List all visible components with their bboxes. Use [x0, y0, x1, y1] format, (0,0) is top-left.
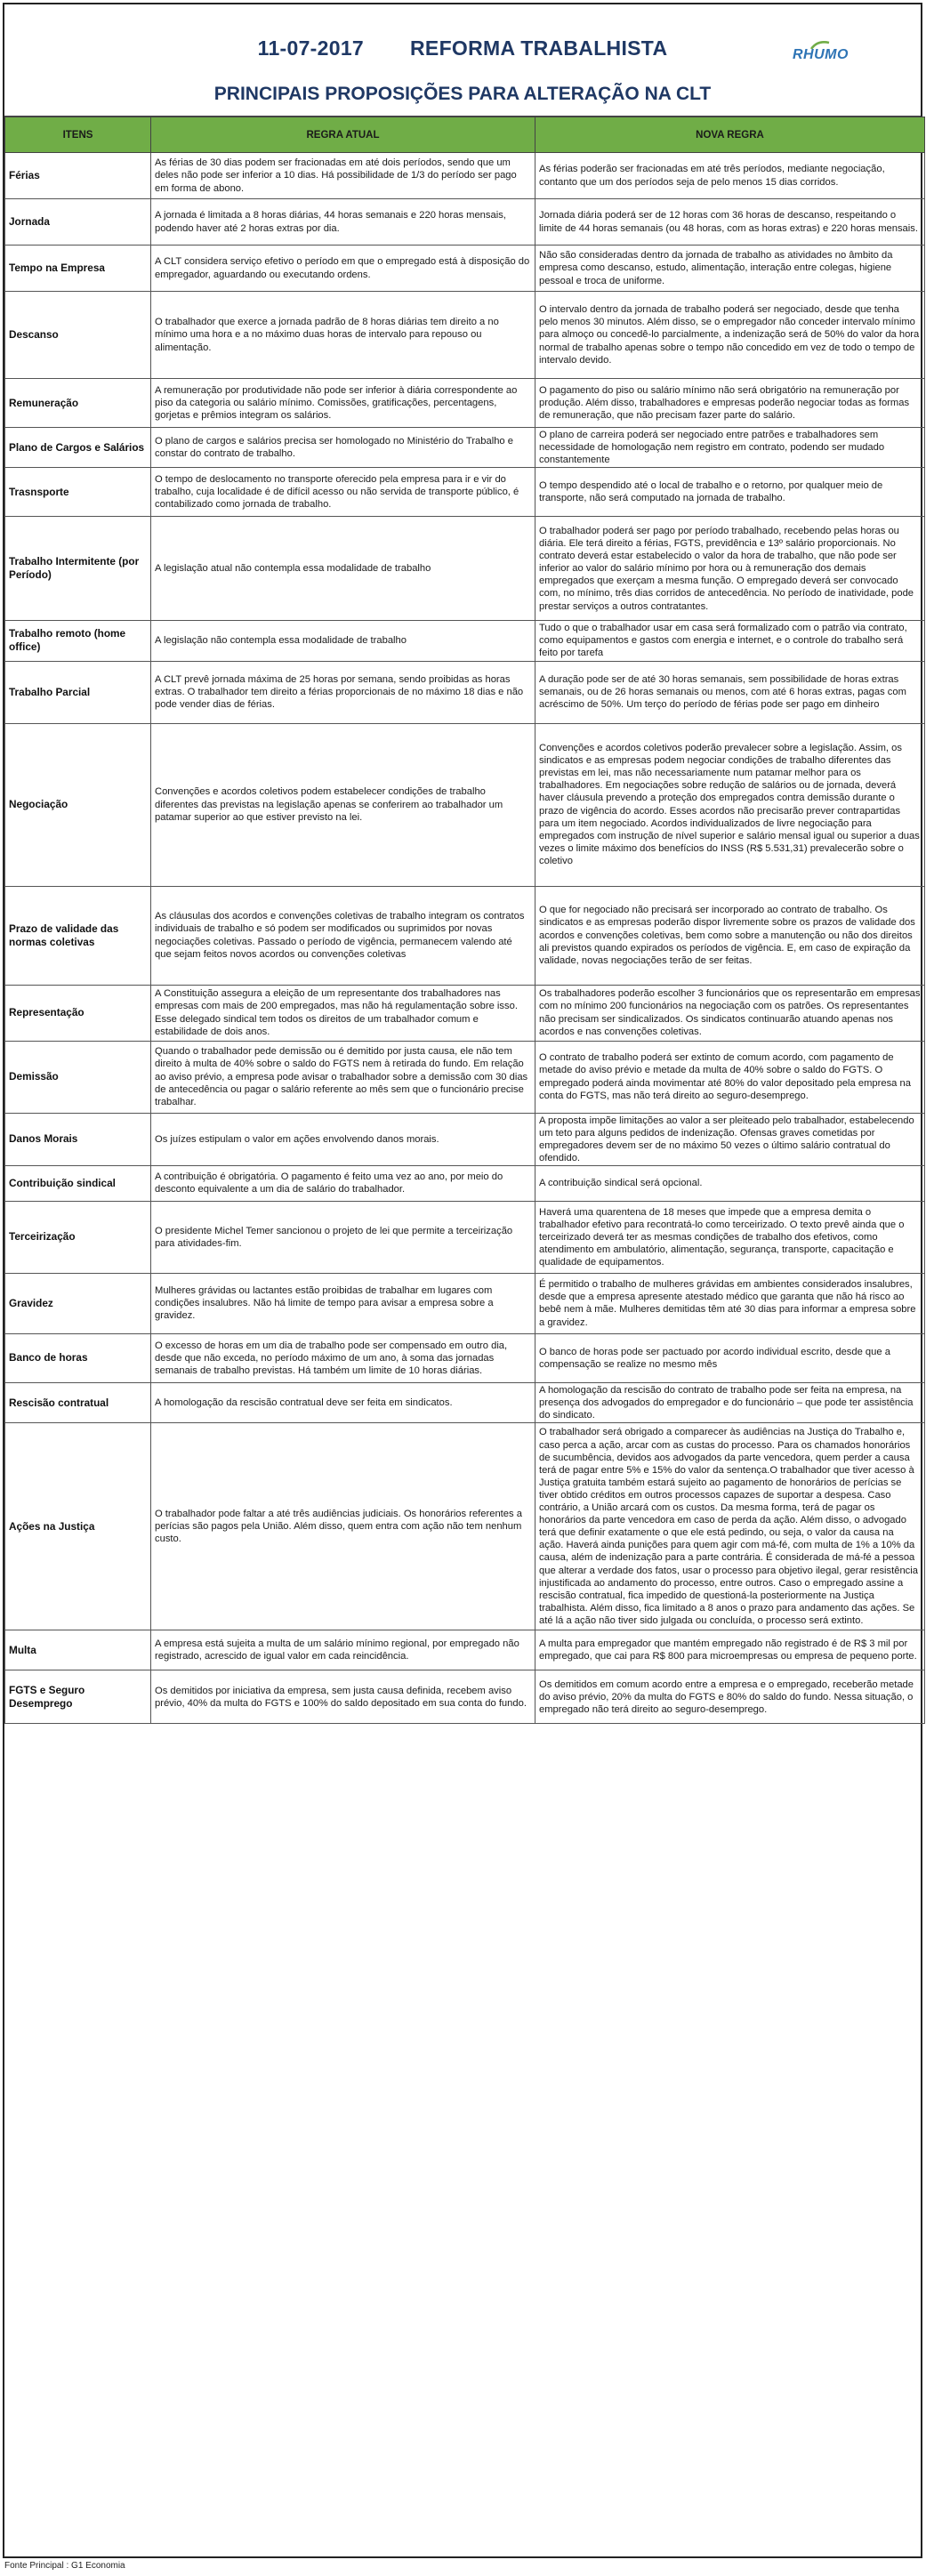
row-regra-atual: A legislação atual não contempla essa modalidade de trabalho	[151, 517, 535, 621]
rhumo-logo	[793, 44, 857, 68]
row-item-label: Trabalho Parcial	[5, 661, 151, 723]
table-row	[5, 1382, 925, 1422]
row-item-label: Terceirização	[5, 1201, 151, 1273]
row-item-label: Demissão	[5, 1041, 151, 1113]
row-nova-regra: Tudo o que o trabalhador usar em casa será formalizado com o patrão via contrato, como equipamentos e gastos com energia e internet, e o controle do trabalho será feito por tarefa	[535, 621, 925, 661]
row-regra-atual: A legislação não contempla essa modalidade de trabalho	[151, 621, 535, 661]
document-title: REFORMA TRABALHISTA	[410, 36, 668, 60]
row-nova-regra: Não são consideradas dentro da jornada de trabalho as atividades no âmbito da empresa como descanso, estudo, alimentação, interação entre colegas, higiene pessoal e troca de uniforme.	[535, 246, 925, 292]
column-header-nova-regra: NOVA REGRA	[535, 117, 925, 153]
table-body	[5, 153, 925, 1724]
table-row	[5, 1670, 925, 1724]
row-item-label: Remuneração	[5, 379, 151, 428]
row-item-label: Trabalho remoto (home office)	[5, 621, 151, 661]
row-regra-atual: Mulheres grávidas ou lactantes estão proibidas de trabalhar em lugares com condições insalubres. Não há limite de tempo para avisar a empresa sobre a gravidez.	[151, 1273, 535, 1333]
row-item-label: Banco de horas	[5, 1333, 151, 1382]
table-row	[5, 246, 925, 292]
row-regra-atual: A contribuição é obrigatória. O pagamento é feito uma vez ao ano, por meio do desconto equivalente a um dia de salário do trabalhador.	[151, 1165, 535, 1201]
table-row	[5, 985, 925, 1041]
row-nova-regra: A homologação da rescisão do contrato de trabalho pode ser feita na empresa, na presença dos advogados do empregador e do funcionário – que pode ter assistência do sindicato.	[535, 1382, 925, 1422]
row-regra-atual: A jornada é limitada a 8 horas diárias, 44 horas semanais e 220 horas mensais, podendo haver até 2 horas extras por dia.	[151, 199, 535, 246]
table-row	[5, 1113, 925, 1165]
row-item-label: Contribuição sindical	[5, 1165, 151, 1201]
table-row	[5, 468, 925, 517]
table-row	[5, 886, 925, 985]
row-item-label: Descanso	[5, 292, 151, 379]
source-footer: Fonte Principal : G1 Economia	[4, 2561, 125, 2571]
table-row	[5, 1630, 925, 1670]
row-nova-regra: O intervalo dentro da jornada de trabalho poderá ser negociado, desde que tenha pelo menos 30 minutos. Além disso, se o empregador não conceder intervalo mínimo para almoço ou concedê-lo parcialmente, a indenização será de 50% do valor da hora normal de trabalho apenas sobre o tempo não concedido em vez de todo o tempo de intervalo devido.	[535, 292, 925, 379]
table-row	[5, 517, 925, 621]
comparison-table	[4, 117, 925, 1724]
row-regra-atual: Os demitidos por iniciativa da empresa, sem justa causa definida, recebem aviso prévio, 40% da multa do FGTS e 100% do saldo depositado em sua conta do fundo.	[151, 1670, 535, 1724]
document-header	[4, 4, 921, 117]
row-nova-regra: É permitido o trabalho de mulheres grávidas em ambientes considerados insalubres, desde que a empresa apresente atestado médico que garanta que não há risco ao bebê nem à mãe. Mulheres demitidas têm até 30 dias para informar a empresa sobre a gravidez.	[535, 1273, 925, 1333]
column-header-regra-atual: REGRA ATUAL	[151, 117, 535, 153]
document-subtitle: PRINCIPAIS PROPOSIÇÕES PARA ALTERAÇÃO NA CLT	[213, 84, 712, 104]
row-regra-atual: Os juízes estipulam o valor em ações envolvendo danos morais.	[151, 1113, 535, 1165]
table-row	[5, 1165, 925, 1201]
row-nova-regra: O trabalhador poderá ser pago por período trabalhado, recebendo pelas horas ou diária. Ele terá direito a férias, FGTS, previdência e 13º salário proporcionais. No contrato deverá estar estabelecido o valor da hora de trabalho, que não pode ser inferior ao valor do salário mínimo por hora ou à remuneração dos demais empregados que exerçam a mesma função. O empregado deverá ser convocado com, no mínimo, três dias corridos de antecedência. No período de inatividade, pode prestar serviços a outros contratantes.	[535, 517, 925, 621]
row-item-label: Jornada	[5, 199, 151, 246]
row-item-label: FGTS e Seguro Desemprego	[5, 1670, 151, 1724]
table-row	[5, 153, 925, 199]
table-row	[5, 379, 925, 428]
row-item-label: Gravidez	[5, 1273, 151, 1333]
table-row	[5, 1423, 925, 1630]
document-date: 11-07-2017	[257, 36, 365, 60]
row-item-label: Rescisão contratual	[5, 1382, 151, 1422]
row-item-label: Negociação	[5, 723, 151, 886]
table-row	[5, 292, 925, 379]
row-nova-regra: O tempo despendido até o local de trabalho e o retorno, por qualquer meio de transporte, não será computado na jornada de trabalho.	[535, 468, 925, 517]
row-regra-atual: A remuneração por produtividade não pode ser inferior à diária correspondente ao piso da categoria ou salário mínimo. Comissões, gratificações, percentagens, gorjetas e prêmios integram os salários.	[151, 379, 535, 428]
row-nova-regra: A multa para empregador que mantém empregado não registrado é de R$ 3 mil por empregado, que cai para R$ 800 para microempresas ou empresa de pequeno porte.	[535, 1630, 925, 1670]
row-nova-regra: Jornada diária poderá ser de 12 horas com 36 horas de descanso, respeitando o limite de 44 horas semanais (ou 48 horas, com as horas extras) e 220 horas mensais.	[535, 199, 925, 246]
row-regra-atual: O trabalhador pode faltar a até três audiências judiciais. Os honorários referentes a perícias são pagos pela União. Além disso, quem entra com ação não tem nenhum custo.	[151, 1423, 535, 1630]
table-row	[5, 621, 925, 661]
row-regra-atual: As férias de 30 dias podem ser fracionadas em até dois períodos, sendo que um deles não pode ser inferior a 10 dias. Há possibilidade de 1/3 do período ser pago em forma de abono.	[151, 153, 535, 199]
row-regra-atual: O excesso de horas em um dia de trabalho pode ser compensado em outro dia, desde que não exceda, no período máximo de um ano, à soma das jornadas semanais de trabalho previstas. Há também um limite de 10 horas diárias.	[151, 1333, 535, 1382]
row-nova-regra: Os demitidos em comum acordo entre a empresa e o empregado, receberão metade do aviso prévio, 20% da multa do FGTS e 80% do saldo do fundo. Nessa situação, o empregado não terá direito ao seguro-desemprego.	[535, 1670, 925, 1724]
row-regra-atual: A homologação da rescisão contratual deve ser feita em sindicatos.	[151, 1382, 535, 1422]
table-row	[5, 428, 925, 468]
row-regra-atual: O plano de cargos e salários precisa ser homologado no Ministério do Trabalho e constar do contrato de trabalho.	[151, 428, 535, 468]
row-regra-atual: A Constituição assegura a eleição de um representante dos trabalhadores nas empresas com mais de 200 empregados, mas não há regulamentação sobre isso. Esse delegado sindical tem todos os direitos de um trabalhador comum e estabilidade de dois anos.	[151, 985, 535, 1041]
row-item-label: Representação	[5, 985, 151, 1041]
row-nova-regra: O trabalhador será obrigado a comparecer às audiências na Justiça do Trabalho e, caso perca a ação, arcar com as custas do processo. Para os chamados honorários de sucumbência, devidos aos advogados da parte vencedora, quem perder a causa terá de pagar entre 5% e 15% do valor da sentença.O trabalhador que tiver acesso à Justiça gratuita também estará sujeito ao pagamento de honorários de perícias se tiver obtido créditos em outros processos capazes de suportar a despesa. Caso contrário, a União arcará com os custos. Da mesma forma, terá de pagar os honorários da parte vencedora em caso de perda da ação. Além disso, o advogado terá que definir exatamente o que ele está pedindo, ou seja, o valor da causa na ação. Haverá ainda punições para quem agir com má-fé, com multa de 1% a 10% da causa, além de indenização para a parte contrária. É considerada de má-fé a pessoa que alterar a verdade dos fatos, usar o processo para objetivo ilegal, gerar resistência injustificada ao andamento do processo, entre outros. Caso o empregado assine a rescisão contratual, fica impedido de questioná-la posteriormente na Justiça trabalhista. Além disso, fica limitado a 8 anos o prazo para andamento das ações. Se até lá a ação não tiver sido julgada ou concluída, o processo será extinto.	[535, 1423, 925, 1630]
row-regra-atual: A CLT considera serviço efetivo o período em que o empregado está à disposição do empregador, aguardando ou executando ordens.	[151, 246, 535, 292]
row-nova-regra: Os trabalhadores poderão escolher 3 funcionários que os representarão em empresas com no mínimo 200 funcionários na negociação com os patrões. Os representantes não precisam ser sindicalizados. Os sindicatos continuarão atuando apenas nos acordos e nas convenções coletivas.	[535, 985, 925, 1041]
row-regra-atual: O presidente Michel Temer sancionou o projeto de lei que permite a terceirização para atividades-fim.	[151, 1201, 535, 1273]
table-row	[5, 661, 925, 723]
table-header-row	[5, 117, 925, 153]
row-item-label: Trabalho Intermitente (por Período)	[5, 517, 151, 621]
row-item-label: Tempo na Empresa	[5, 246, 151, 292]
row-nova-regra: As férias poderão ser fracionadas em até três períodos, mediante negociação, contanto que um dos períodos seja de pelo menos 15 dias corridos.	[535, 153, 925, 199]
row-nova-regra: A proposta impõe limitações ao valor a ser pleiteado pelo trabalhador, estabelecendo um teto para alguns pedidos de indenização. Ofensas graves cometidas por empregadores devem ser de no máximo 50 vezes o último salário contratual do ofendido.	[535, 1113, 925, 1165]
table-row	[5, 1333, 925, 1382]
row-nova-regra: O contrato de trabalho poderá ser extinto de comum acordo, com pagamento de metade do aviso prévio e metade da multa de 40% sobre o saldo do FGTS. O empregado poderá ainda movimentar até 80% do valor depositado pela empresa na conta do FGTS, mas não terá direito ao seguro-desemprego.	[535, 1041, 925, 1113]
table-row	[5, 199, 925, 246]
row-item-label: Prazo de validade das normas coletivas	[5, 886, 151, 985]
table-row	[5, 1201, 925, 1273]
table-row	[5, 1273, 925, 1333]
column-header-itens: ITENS	[5, 117, 151, 153]
row-nova-regra: A contribuição sindical será opcional.	[535, 1165, 925, 1201]
row-nova-regra: O que for negociado não precisará ser incorporado ao contrato de trabalho. Os sindicatos e as empresas poderão dispor livremente sobre os prazos de validade dos acordos e convenções coletivas, bem como sobre a manutenção ou não dos direitos ali previstos quando expirados os períodos de vigência. E, em caso de expiração da validade, novas negociações terão de ser feitas.	[535, 886, 925, 985]
row-regra-atual: Quando o trabalhador pede demissão ou é demitido por justa causa, ele não tem direito à multa de 40% sobre o saldo do FGTS nem à retirada do fundo. Em relação ao aviso prévio, a empresa pode avisar o trabalhador sobre a demissão com 30 dias de antecedência ou pagar o salário referente ao mês sem que o funcionário precise trabalhar.	[151, 1041, 535, 1113]
row-regra-atual: A empresa está sujeita a multa de um salário mínimo regional, por empregado não registrado, acrescido de igual valor em cada reincidência.	[151, 1630, 535, 1670]
row-item-label: Ações na Justiça	[5, 1423, 151, 1630]
row-regra-atual: A CLT prevê jornada máxima de 25 horas por semana, sendo proibidas as horas extras. O trabalhador tem direito a férias proporcionais de no máximo 18 dias e não pode vender dias de férias.	[151, 661, 535, 723]
row-regra-atual: O tempo de deslocamento no transporte oferecido pela empresa para ir e vir do trabalho, cuja localidade é de difícil acesso ou não servida de transporte público, é contabilizado como jornada de trabalho.	[151, 468, 535, 517]
row-item-label: Férias	[5, 153, 151, 199]
row-item-label: Plano de Cargos e Salários	[5, 428, 151, 468]
table-row	[5, 1041, 925, 1113]
logo-text: RHUMO	[793, 47, 849, 62]
row-regra-atual: As cláusulas dos acordos e convenções coletivas de trabalho integram os contratos individuais de trabalho e só podem ser modificados ou suprimidos por novas negociações coletivas. Passado o período de vigência, permanecem valendo até que sejam feitos novos acordos ou convenções coletivas	[151, 886, 535, 985]
row-nova-regra: O banco de horas pode ser pactuado por acordo individual escrito, desde que a compensação se realize no mesmo mês	[535, 1333, 925, 1382]
row-regra-atual: Convenções e acordos coletivos podem estabelecer condições de trabalho diferentes das previstas na legislação apenas se conferirem ao trabalhador um patamar superior ao que estiver previsto na lei.	[151, 723, 535, 886]
row-item-label: Trasnsporte	[5, 468, 151, 517]
row-item-label: Multa	[5, 1630, 151, 1670]
row-nova-regra: O plano de carreira poderá ser negociado entre patrões e trabalhadores sem necessidade de homologação nem registro em contrato, podendo ser mudado constantemente	[535, 428, 925, 468]
row-nova-regra: Convenções e acordos coletivos poderão prevalecer sobre a legislação. Assim, os sindicatos e as empresas podem negociar condições de trabalho diferentes das previstas em lei, mas não necessariamente num patamar melhor para os trabalhadores. Em negociações sobre redução de salários ou de jornada, deverá haver cláusula prevendo a proteção dos empregados contra demissão durante o prazo de vigência do acordo. Esses acordos não precisarão prever contrapartidas para um item negociado. Acordos individualizados de livre negociação para empregados com instrução de nível superior e salário mensal igual ou superior a duas vezes o limite máximo dos benefícios do INSS (R$ 5.531,31) prevalecerão sobre o coletivo	[535, 723, 925, 886]
row-nova-regra: Haverá uma quarentena de 18 meses que impede que a empresa demita o trabalhador efetivo para recontratá-lo como terceirizado. O texto prevê ainda que o terceirizado deverá ter as mesmas condições de trabalho dos efetivos, como atendimento em ambulatório, alimentação, segurança, transporte, capacitação e qualidade de equipamentos.	[535, 1201, 925, 1273]
title-line	[4, 36, 921, 60]
row-item-label: Danos Morais	[5, 1113, 151, 1165]
table-row	[5, 723, 925, 886]
row-nova-regra: A duração pode ser de até 30 horas semanais, sem possibilidade de horas extras semanais, ou de 26 horas semanais ou menos, com até 6 horas extras, pagas com acréscimo de 50%. Um terço do período de férias pode ser pago em dinheiro	[535, 661, 925, 723]
row-nova-regra: O pagamento do piso ou salário mínimo não será obrigatório na remuneração por produção. Além disso, trabalhadores e empresas poderão negociar todas as formas de remuneração, que não precisam fazer parte do salário.	[535, 379, 925, 428]
row-regra-atual: O trabalhador que exerce a jornada padrão de 8 horas diárias tem direito a no mínimo uma hora e a no máximo duas horas de intervalo para repouso ou alimentação.	[151, 292, 535, 379]
document-page	[3, 3, 922, 2558]
